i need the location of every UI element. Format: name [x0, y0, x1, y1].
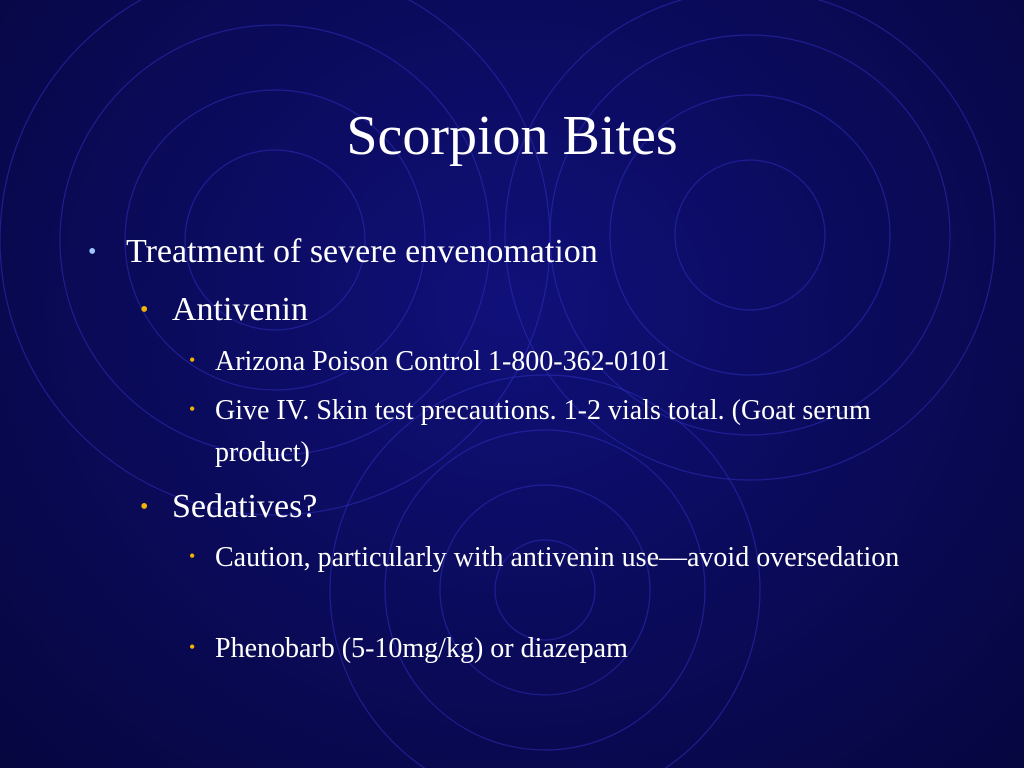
- bullet-item-level3: [189, 628, 975, 670]
- bullet-item-level2: [140, 487, 972, 527]
- bullet-item-level3: [189, 341, 975, 383]
- bullet-text: Phenobarb (5-10mg/kg) or diazepam: [215, 633, 628, 664]
- bullet-dot-icon: •: [189, 637, 196, 657]
- bullet-text: Arizona Poison Control 1-800-362-0101: [215, 346, 670, 377]
- bullet-item-level3: [189, 537, 915, 579]
- bullet-dot-icon: •: [140, 494, 149, 520]
- bullet-dot-icon: •: [140, 297, 149, 323]
- bullet-item-level2: [140, 290, 972, 330]
- bullet-dot-icon: •: [189, 546, 196, 566]
- bullet-item-level3: [189, 390, 955, 474]
- bullet-item-level1: [88, 232, 986, 272]
- bullet-text: Treatment of severe envenomation: [126, 233, 598, 270]
- bullet-dot-icon: •: [88, 239, 97, 265]
- bullet-dot-icon: •: [189, 350, 196, 370]
- bullet-text: Antivenin: [172, 291, 308, 328]
- bullet-text: Caution, particularly with antivenin use—avoid oversedation: [215, 542, 900, 573]
- bullet-dot-icon: •: [189, 399, 196, 419]
- bullet-text: Give IV. Skin test precautions. 1-2 vials total. (Goat serum product): [215, 395, 871, 468]
- bullet-text: Sedatives?: [172, 488, 318, 525]
- ring: [385, 430, 705, 750]
- slide-title: Scorpion Bites: [346, 105, 678, 167]
